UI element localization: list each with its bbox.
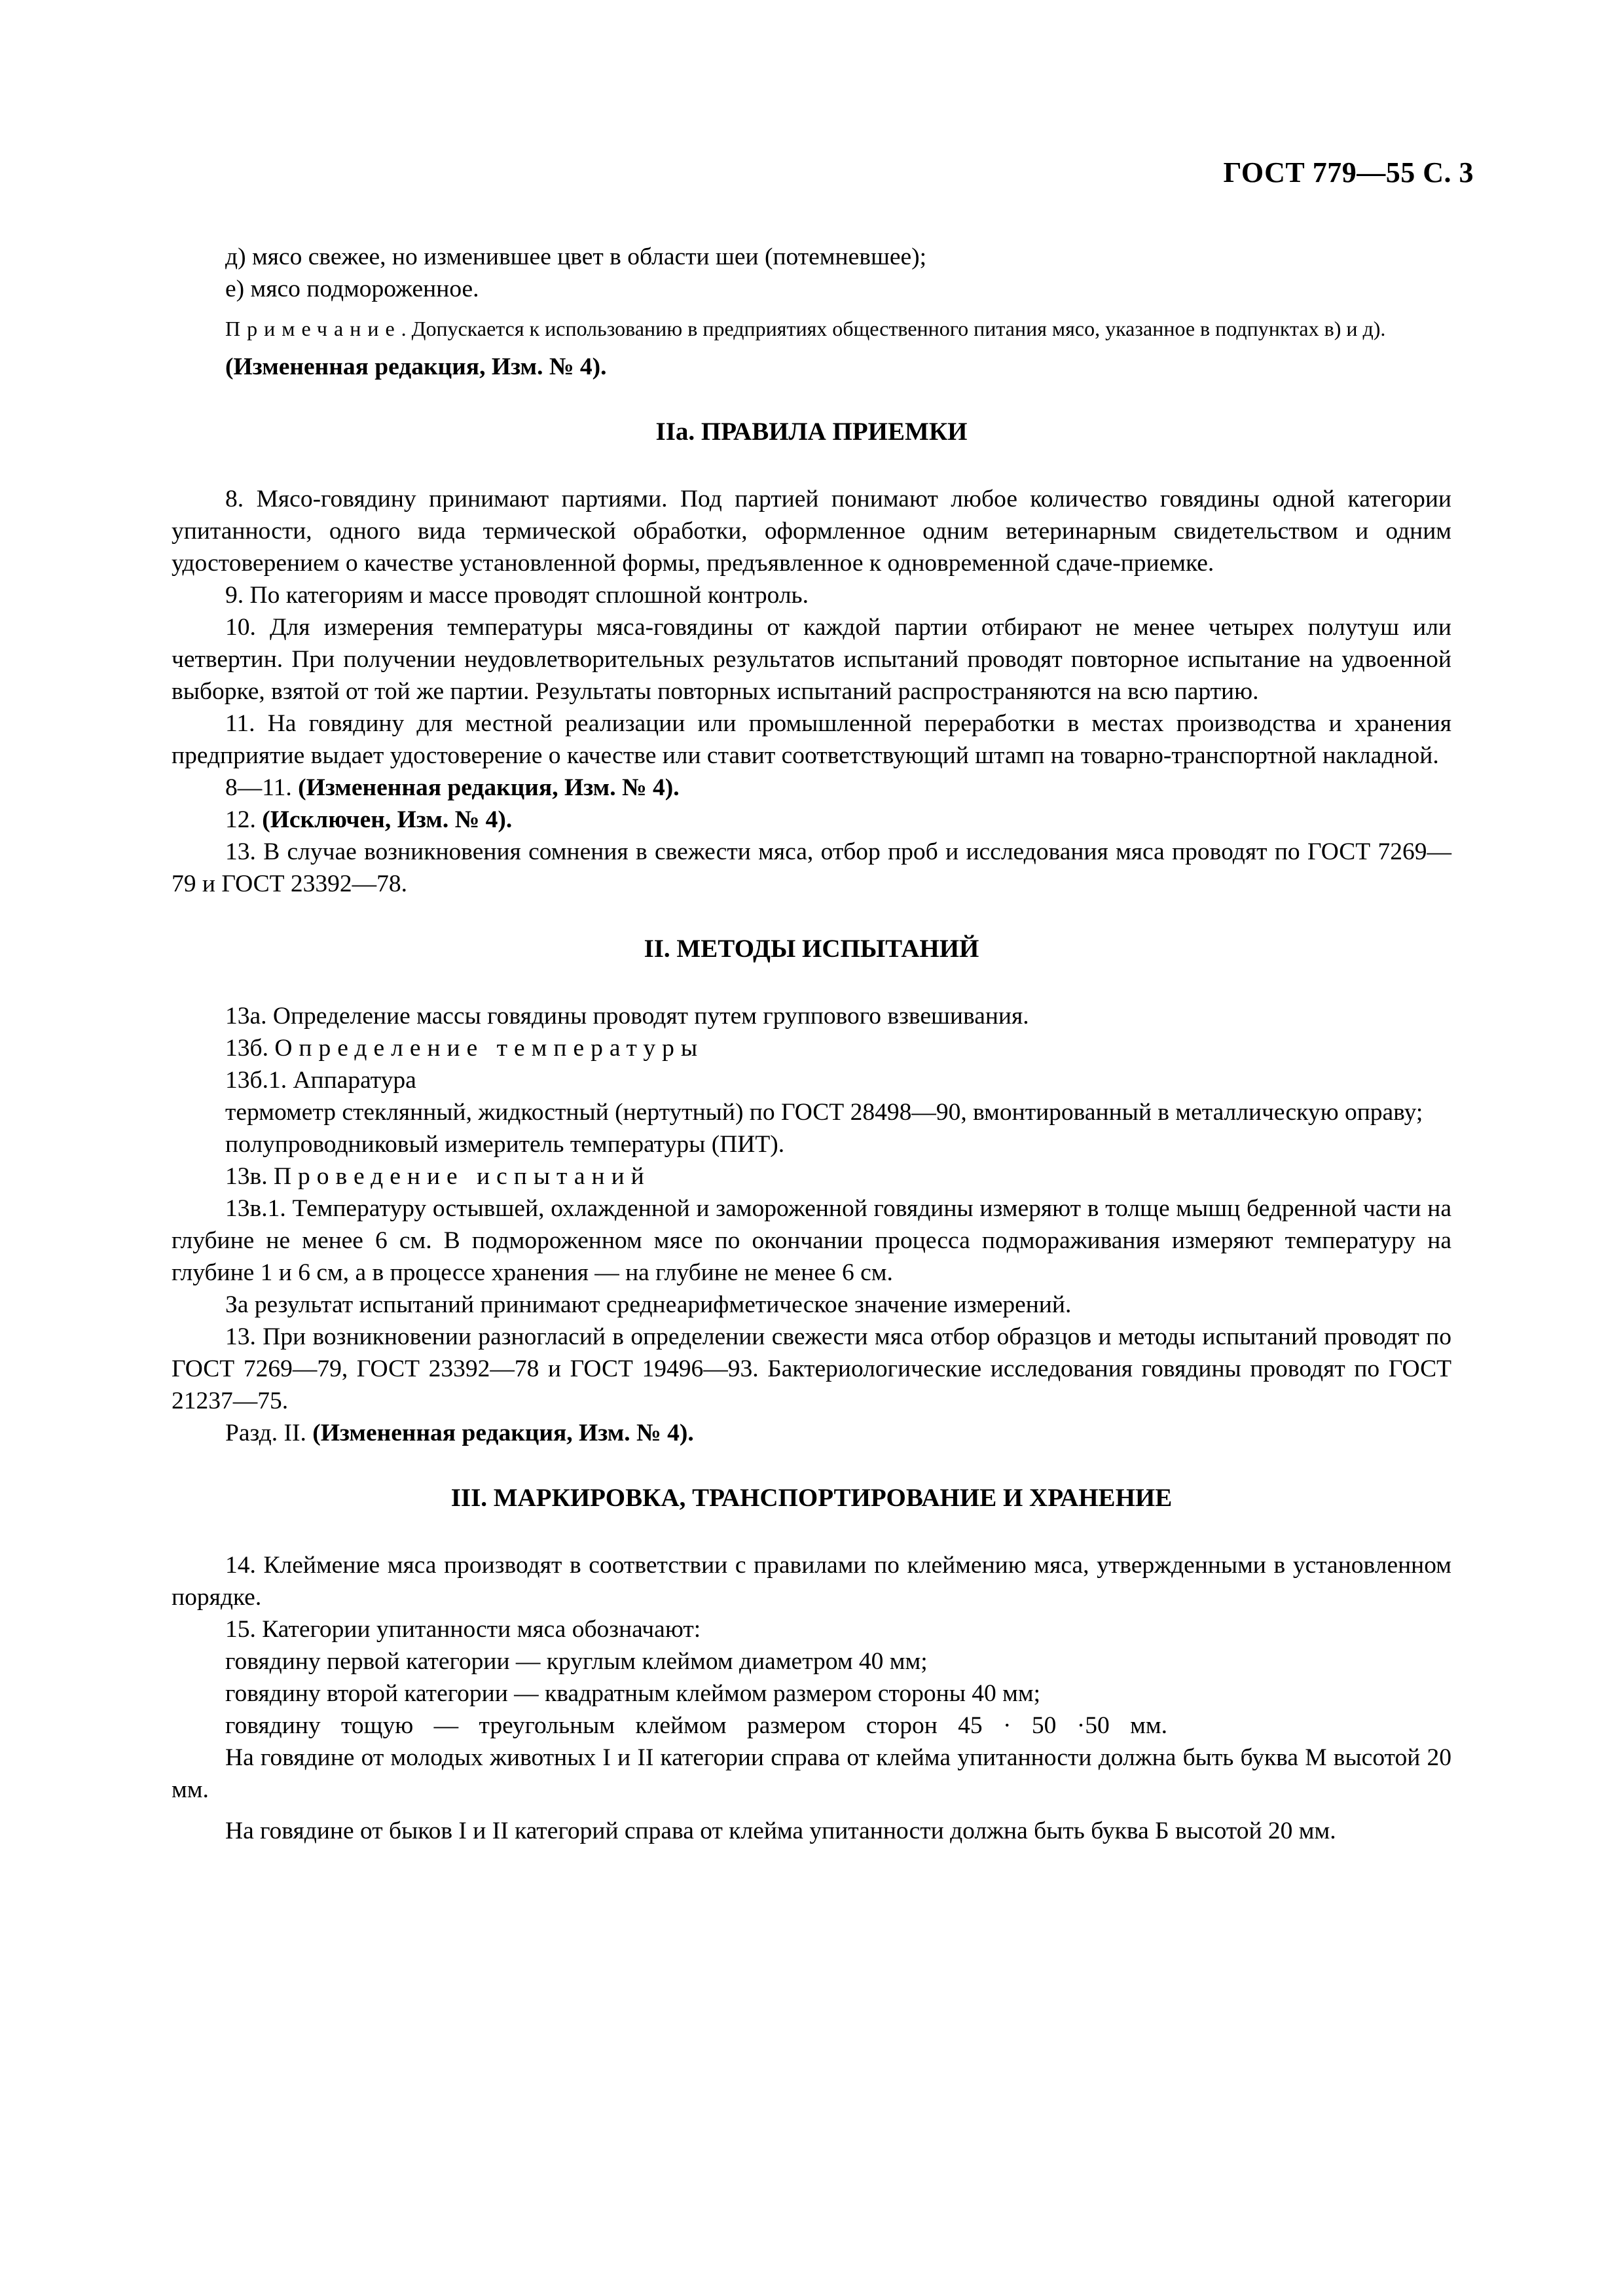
clause-13b-title: Определение температуры [274, 1035, 704, 1062]
clause-12-bold: (Исключен, Изм. № 4). [262, 806, 513, 833]
clause-13: 13. В случае возникновения сомнения в свежести мяса, отбор проб и исследования мяса проводят по ГОСТ 7269—79 и ГОСТ 23392—78. [172, 838, 1451, 897]
page-header: ГОСТ 779—55 С. 3 [1223, 156, 1474, 188]
young-animals-mark: На говядине от молодых животных I и II категории справа от клейма упитанности должна быть буква М высотой 20 мм. [172, 1744, 1451, 1803]
clause-9: 9. По категориям и массе проводят сплошной контроль. [225, 582, 809, 609]
clause-13a: 13а. Определение массы говядины проводят путем группового взвешивания. [225, 1003, 1029, 1030]
list-item-d: д) мясо свежее, но изменившее цвет в области шеи (потемневшее); [225, 243, 927, 270]
clause-13v [172, 1160, 1451, 1193]
section-2-rev-bold: (Измененная редакция, Изм. № 4). [312, 1420, 694, 1446]
clause-8: 8. Мясо-говядину принимают партиями. Под партией понимают любое количество говядины одной категории упитанности, одного вида термической обработки, оформленное одним ветеринарным свидетельством и одним удостоверением о качестве установленной формы, предъявленное к одновременной сдаче-приемке. [172, 486, 1451, 577]
equipment-thermometer: термометр стеклянный, жидкостный (нертутный) по ГОСТ 28498—90, вмонтированный в металлическую оправу; [225, 1099, 1423, 1126]
clause-8-11-revision [172, 772, 1451, 804]
clause-13b-num: 13б. [225, 1035, 275, 1062]
clause-13b1: 13б.1. Аппаратура [225, 1067, 416, 1094]
result-note: За результат испытаний принимают среднеарифметическое значение измерений. [225, 1291, 1072, 1318]
clause-10: 10. Для измерения температуры мяса-говядины от каждой партии отбирают не менее четырех полутуш или четвертин. При получении неудовлетворительных результатов испытаний проводят повторное испытание на удвоенной выборке, взятой от той же партии. Результаты повторных испытаний распространяются на всю партию. [172, 614, 1451, 705]
clause-8-11-prefix: 8—11. [225, 774, 299, 801]
clause-13b [172, 1032, 1451, 1064]
clause-14: 14. Клеймение мяса производят в соответствии с правилами по клеймению мяса, утвержденными в установленном порядке. [172, 1552, 1451, 1611]
note-label: Примечание [225, 317, 401, 340]
section-title-test-methods: II. МЕТОДЫ ИСПЫТАНИЙ [644, 935, 979, 963]
clause-12-prefix: 12. [225, 806, 263, 833]
equipment-pit: полупроводниковый измеритель температуры (ПИТ). [225, 1131, 785, 1158]
category-second: говядину второй категории — квадратным клеймом размером стороны 40 мм; [225, 1680, 1041, 1707]
section-title-acceptance: IIa. ПРАВИЛА ПРИЕМКИ [655, 418, 968, 446]
category-first: говядину первой категории — круглым клеймом диаметром 40 мм; [225, 1648, 928, 1675]
clause-12 [172, 804, 1451, 836]
list-item-e: е) мясо подмороженное. [225, 276, 479, 302]
clause-13v-title: Проведение испытаний [273, 1163, 651, 1190]
note [172, 315, 1451, 342]
clause-11: 11. На говядину для местной реализации или промышленной переработки в местах производства и хранения предприятие выдает удостоверение о качестве или ставит соответствующий штамп на товарно-транспортной накладной. [172, 710, 1451, 769]
clause-8-11-bold: (Измененная редакция, Изм. № 4). [298, 774, 680, 801]
clause-13-disputes: 13. При возникновении разногласий в определении свежести мяса отбор образцов и методы испытаний проводят по ГОСТ 7269—79, ГОСТ 23392—78 и ГОСТ 19496—93. Бактериологические исследования говядины проводят по ГОСТ 21237—75. [172, 1323, 1451, 1414]
clause-15: 15. Категории упитанности мяса обозначают: [225, 1616, 701, 1643]
section-2-rev-prefix: Разд. II. [225, 1420, 313, 1446]
note-text: . Допускается к использованию в предприятиях общественного питания мясо, указанное в подпунктах в) и д). [401, 317, 1386, 340]
section-title-marking: III. МАРКИРОВКА, ТРАНСПОРТИРОВАНИЕ И ХРАНЕНИЕ [450, 1484, 1173, 1512]
section-2-revision [172, 1417, 1451, 1449]
document-body [172, 241, 1451, 1847]
bulls-mark: На говядине от быков I и II категорий справа от клейма упитанности должна быть буква Б высотой 20 мм. [225, 1818, 1336, 1844]
clause-13v-num: 13в. [225, 1163, 274, 1190]
category-lean: говядину тощую — треугольным клеймом размером сторон 45 · 50 ·50 мм. [225, 1712, 1167, 1739]
clause-13v1: 13в.1. Температуру остывшей, охлажденной и замороженной говядины измеряют в толще мышц бедренной части на глубине не менее 6 см. В подмороженном мясе по окончании процесса подмораживания измеряют температуру на глубине 1 и 6 см, а в процессе хранения — на глубине не менее 6 см. [172, 1195, 1451, 1286]
revision-note: (Измененная редакция, Изм. № 4). [225, 353, 607, 380]
